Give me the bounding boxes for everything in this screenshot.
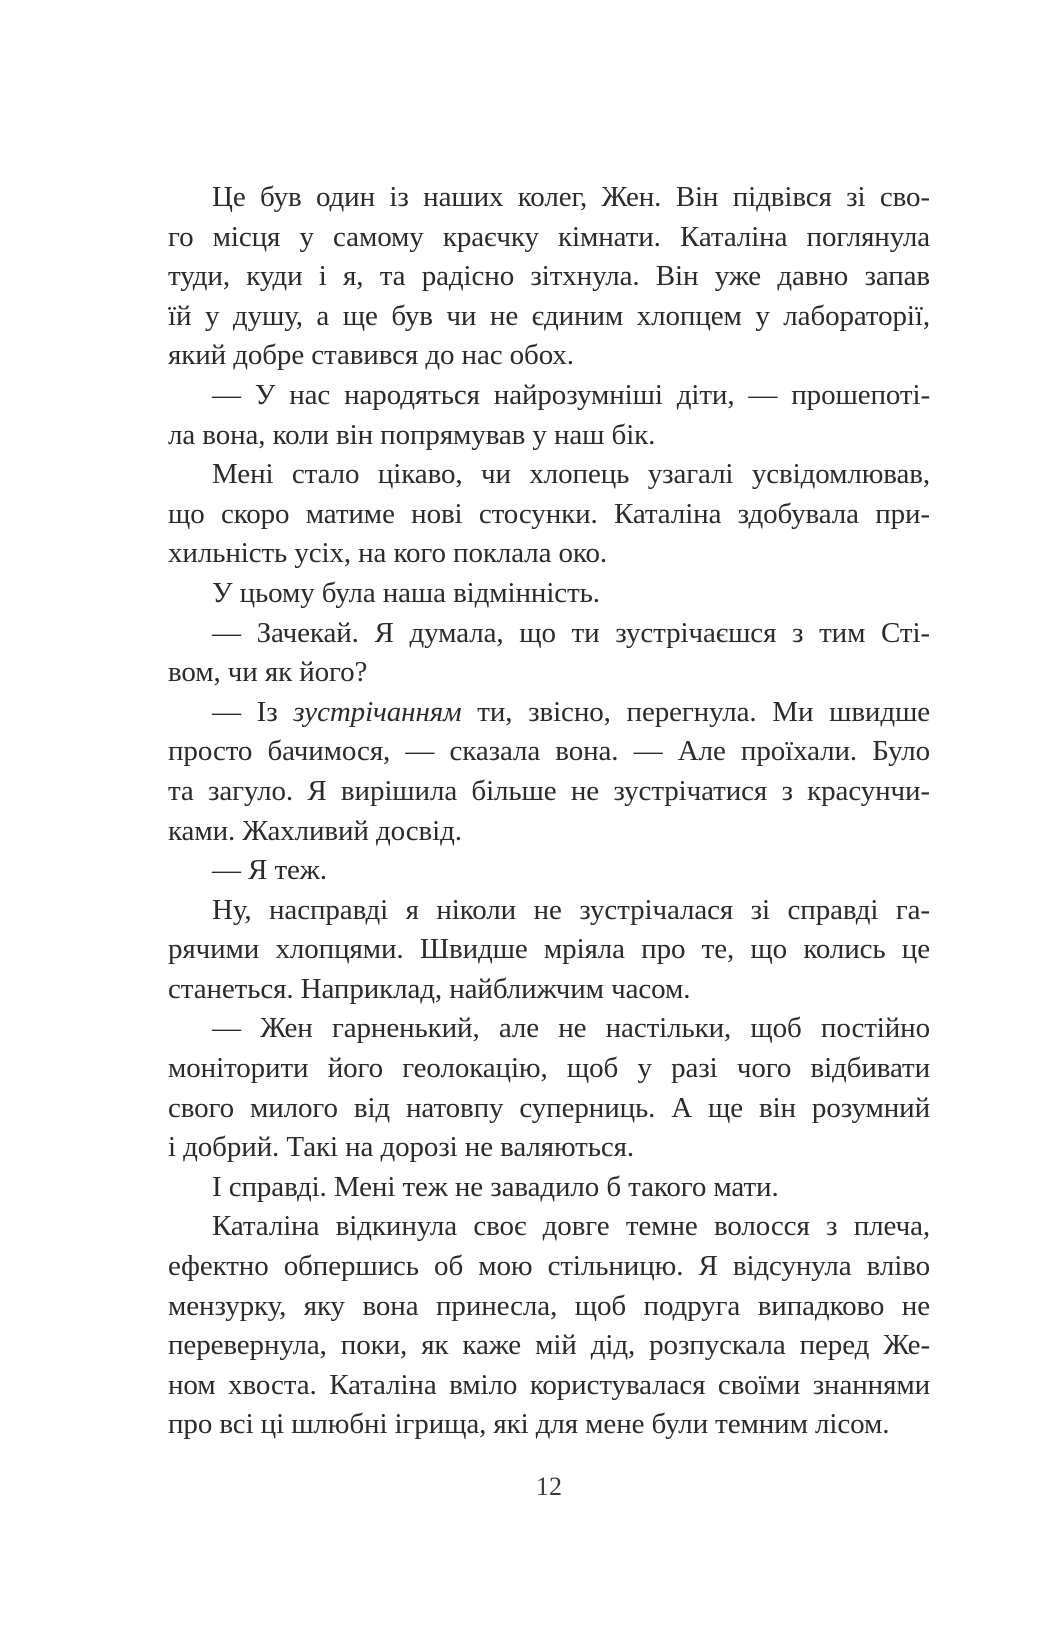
text-line: перевернула, поки, як каже мій дід, розпускала перед Же- (168, 1329, 930, 1362)
text-line: ла вона, коли він попрямував у наш бік. (168, 418, 656, 451)
text-line: ном хвоста. Каталіна вміло користувалася своїми знаннями (168, 1368, 930, 1401)
text-line: мензурку, яку вона принесла, щоб подруга випадково не (168, 1289, 930, 1322)
paragraph (168, 614, 930, 693)
text-line: Це був один із наших колег, Жен. Він підвівся зі сво- (212, 181, 930, 213)
paragraph (168, 891, 930, 1010)
text-line: — Зачекай. Я думала, що ти зустрічаєшся з тим Сті- (212, 616, 930, 649)
text-line: ками. Жахливий досвід. (168, 814, 462, 847)
paragraph (168, 1009, 930, 1167)
text-segment: ти, звісно, перегнула. Ми швидше (461, 695, 930, 728)
paragraph (168, 376, 930, 455)
text-segment: — Із (212, 695, 294, 728)
paragraph (168, 574, 930, 614)
text-line: свого милого від натовпу суперниць. А ще він розумний (168, 1091, 930, 1124)
text-line: Ну, насправді я ніколи не зустрічалася зі справді га- (212, 893, 930, 926)
text-line: І справді. Мені теж не завадило б такого мати. (212, 1170, 779, 1203)
text-line: Каталіна відкинула своє довге темне волосся з плеча, (212, 1210, 930, 1243)
paragraph (168, 455, 930, 574)
text-line: рячими хлопцями. Швидше мріяла про те, що колись це (168, 933, 930, 966)
text-line: про всі ці шлюбні ігрища, які для мене були темним лісом. (168, 1408, 890, 1441)
page-text (168, 178, 930, 1445)
text-line: що скоро матиме нові стосунки. Каталіна здобувала при- (168, 497, 930, 530)
text-line: їй у душу, а ще був чи не єдиним хлопцем у лабораторії, (168, 299, 930, 332)
paragraph (168, 178, 930, 376)
text-line: та загуло. Я вирішила більше не зустрічатися з красунчи- (168, 774, 930, 807)
text-line (168, 693, 930, 733)
paragraph (168, 1207, 930, 1445)
text-line: і добрий. Такі на дорозі не валяються. (168, 1131, 635, 1164)
text-line: ефектно обпершись об мою стільницю. Я відсунула вліво (168, 1250, 930, 1283)
italic-text: зустрічанням (293, 695, 462, 728)
text-line: У цьому була наша відмінність. (212, 576, 600, 609)
text-line: Мені стало цікаво, чи хлопець узагалі усвідомлював, (212, 458, 930, 491)
text-line: — Жен гарненький, але не настільки, щоб постійно (212, 1012, 930, 1045)
text-line: — У нас народяться найрозумніші діти, — прошепоті- (212, 378, 930, 411)
text-line: хильність усіх, на кого поклала око. (168, 537, 607, 570)
text-line: туди, куди і я, та радісно зітхнула. Він уже давно запав (168, 260, 930, 293)
text-line: моніторити його геолокацію, щоб у разі чого відбивати (168, 1052, 930, 1085)
text-line: — Я теж. (212, 854, 327, 887)
text-line: просто бачимося, — сказала вона. — Але проїхали. Було (168, 735, 930, 768)
text-line: вом, чи як його? (168, 656, 368, 689)
page-number: 12 (536, 1472, 562, 1501)
paragraph (168, 693, 930, 851)
text-line: го місця у самому краєчку кімнати. Каталіна поглянула (168, 220, 930, 253)
paragraph (168, 1168, 930, 1208)
paragraph (168, 851, 930, 891)
text-line: станеться. Наприклад, найближчим часом. (168, 972, 691, 1005)
text-line: який добре ставився до нас обох. (168, 339, 574, 372)
